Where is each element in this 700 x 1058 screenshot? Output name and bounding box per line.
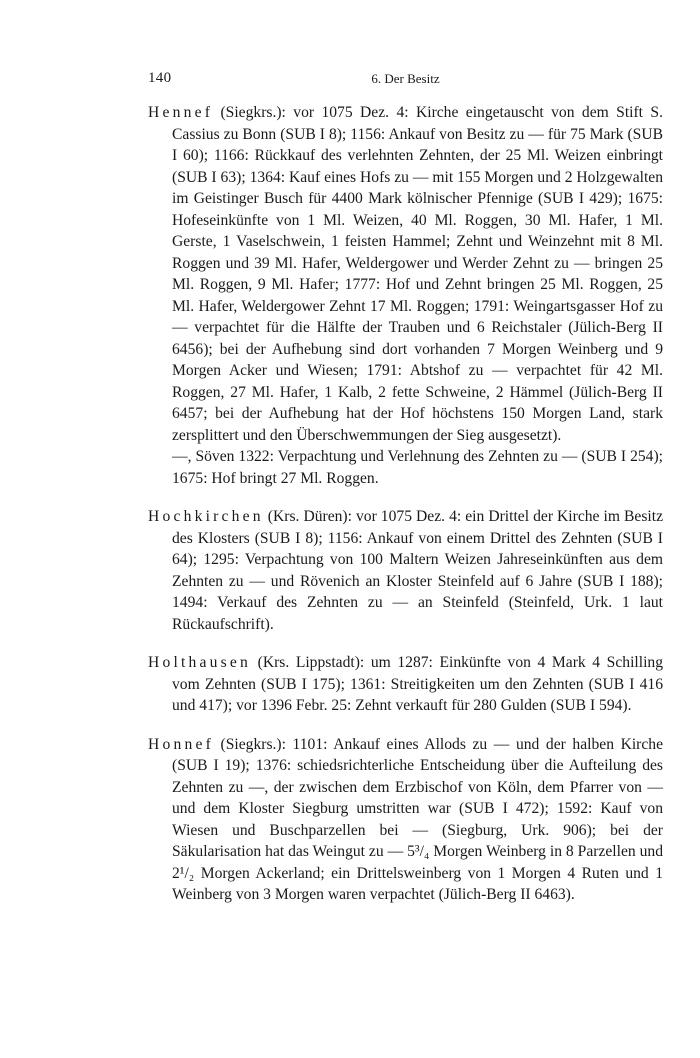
place-name: Hennef [148, 104, 214, 121]
place-name: Honnef [148, 735, 214, 753]
entry-continuation: —, Söven 1322: Verpachtung und Verlehnung des Zehnten zu — (SUB I 254); 1675: Hof bringt 27 Ml. Roggen. [172, 448, 663, 487]
place-name: Holthausen [148, 654, 252, 671]
entry-hennef [148, 102, 663, 489]
place-name: Hochkirchen [148, 508, 264, 525]
page-body [148, 102, 663, 923]
running-head [148, 70, 663, 90]
entry-text: (Siegkrs.): 1101: Ankauf eines Allods zu — und der halben Kirche (SUB I 19); 1376: schiedsrichterliche Entscheidung über die Aufteilung des Zehnten zu —, der zwischen dem Erzbischof von Köln, dem Pfarrer von — und dem Kloster Siegburg umstritten war (SUB I 472); 1592: Kauf von Wiesen und Buschparzellen bei — (Siegburg, Urk. 906); bei der Säkularisation hat das Weingut zu — 5³/₄ Morgen Weinberg in 8 Parzellen und 2¹/₂ Morgen Ackerland; ein Drittelsweinberg von 1 Morgen 4 Ruten und 1 Weinberg von 3 Morgen waren verpachtet (Jülich-Berg II 6463). [172, 735, 663, 903]
entry-hochkirchen [148, 506, 663, 635]
entry-text: (Siegkrs.): vor 1075 Dez. 4: Kirche eingetauscht von dem Stift S. Cassius zu Bonn (SUB I 8); 1156: Ankauf von Besitz zu — für 75 Mark (SUB I 60); 1166: Rückkauf des verlehnten Zehnten, der 25 Ml. Weizen einbringt (SUB I 63); 1364: Kauf eines Hofs zu — mit 155 Morgen und 2 Holzgewalten im Geistinger Busch für 4400 Mark kölnischer Pfennige (SUB I 429); 1675: Hofeseinkünfte von 1 Ml. Weizen, 40 Ml. Roggen, 30 Ml. Hafer, 1 Ml. Gerste, 1 Vaselschwein, 1 feisten Hammel; Zehnt und Weinzehnt mit 8 Ml. Roggen und 39 Ml. Hafer, Weldergower und Werder Zehnt zu — bringen 25 Ml. Roggen, 9 Ml. Hafer; 1777: Hof und Zehnt bringen 25 Ml. Roggen, 25 Ml. Hafer, Weldergower Zehnt 17 Ml. Roggen; 1791: Weingartsgasser Hof zu — verpachtet für die Hälfte der Trauben und 6 Reichstaler (Jülich-Berg II 6456); bei der Aufhebung sind dort vorhanden 7 Morgen Weinberg und 9 Morgen Acker und Wiesen; 1791: Abtshof zu — verpachtet für 42 Ml. Roggen, 27 Ml. Hafer, 1 Kalb, 2 fette Schweine, 2 Hämmel (Jülich-Berg II 6457; bei der Aufhebung hat der Hof höchstens 150 Morgen Land, stark zersplittert und den Überschwemmungen der Sieg ausgesetzt). [172, 104, 663, 444]
entry-holthausen [148, 652, 663, 717]
entry-paragraph [148, 506, 663, 635]
entry-text: (Krs. Düren): vor 1075 Dez. 4: ein Drittel der Kirche im Besitz des Klosters (SUB I 8); 1156: Ankauf von einem Drittel des Zehnten (SUB I 64); 1295: Verpachtung von 100 Maltern Weizen Jahreseinkünften aus dem Zehnten zu — und Rövenich an Kloster Steinfeld auf 6 Jahre (SUB I 188); 1494: Verkauf des Zehnten zu — an Steinfeld (Steinfeld, Urk. 1 laut Rückaufschrift). [172, 508, 663, 633]
entry-paragraph [148, 734, 663, 906]
entry-paragraph [148, 102, 663, 446]
page-number: 140 [148, 70, 172, 86]
chapter-title: 6. Der Besitz [371, 71, 440, 86]
entry-paragraph [148, 652, 663, 717]
entry-text: (Krs. Lippstadt): um 1287: Einkünfte von 4 Mark 4 Schilling vom Zehnten (SUB I 175); 1361: Streitigkeiten um den Zehnten (SUB I 416 und 417); vor 1396 Febr. 25: Zehnt verkauft für 280 Gulden (SUB I 594). [172, 654, 663, 714]
entry-honnef [148, 734, 663, 906]
